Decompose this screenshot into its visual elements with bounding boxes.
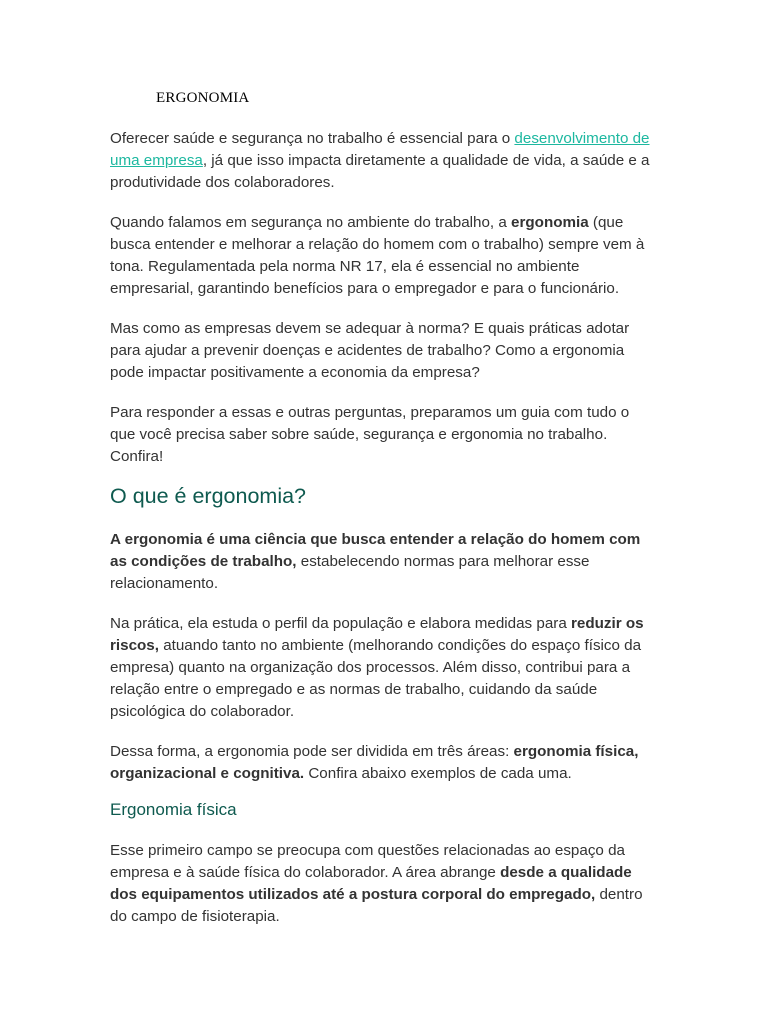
section-heading-what-is-ergonomics: O que é ergonomia? xyxy=(110,484,307,508)
questions-paragraph: Mas como as empresas devem se adequar à norma? E quais práticas adotar para ajudar a prevenir doenças e acidentes de trabalho? Como a ergonomia pode impactar positivamente a economia da empresa? xyxy=(110,320,630,381)
practice-text-before: Na prática, ela estuda o perfil da população e elabora medidas para xyxy=(110,615,571,632)
areas-paragraph xyxy=(110,741,658,785)
company-development-link[interactable]: desenvolvimento de uma empresa xyxy=(110,130,650,169)
areas-text-bold: ergonomia física, organizacional e cognitiva. xyxy=(110,743,639,782)
definition-text-after: estabelecendo normas para melhorar esse relacionamento. xyxy=(110,553,590,592)
intro-text-before: Oferecer saúde e segurança no trabalho é essencial para o xyxy=(110,130,515,147)
physical-paragraph xyxy=(110,840,658,928)
practice-text-bold: reduzir os riscos, xyxy=(110,615,644,654)
safety-text-after: (que busca entender e melhorar a relação do homem com o trabalho) sempre vem à tona. Regulamentada pela norma NR 17, ela é essencial no ambiente empresarial, garantindo benefícios para o empregador e para o funcionário. xyxy=(110,214,645,297)
areas-text-before: Dessa forma, a ergonomia pode ser dividida em três áreas: xyxy=(110,743,514,760)
guide-paragraph: Para responder a essas e outras perguntas, preparamos um guia com tudo o que você precisa saber sobre saúde, segurança e ergonomia no trabalho. Confira! xyxy=(110,404,630,465)
practice-text-after: atuando tanto no ambiente (melhorando condições do espaço físico da empresa) quanto na organização dos processos. Além disso, contribui para a relação entre o empregado e as normas de trabalho, cuidando da saúde psicológica do colaborador. xyxy=(110,637,642,720)
definition-text-bold: A ergonomia é uma ciência que busca entender a relação do homem com as condições de trabalho, xyxy=(110,531,641,570)
definition-paragraph xyxy=(110,529,658,595)
practice-paragraph xyxy=(110,613,658,723)
safety-text-before: Quando falamos em segurança no ambiente do trabalho, a xyxy=(110,214,512,231)
document-title: ERGONOMIA xyxy=(156,90,250,106)
areas-text-after: Confira abaixo exemplos de cada uma. xyxy=(304,765,572,782)
physical-text-before: Esse primeiro campo se preocupa com questões relacionadas ao espaço da empresa e à saúde física do colaborador. A área abrange xyxy=(110,842,625,881)
subsection-heading-physical-ergonomics: Ergonomia física xyxy=(110,800,237,819)
safety-paragraph xyxy=(110,212,658,300)
intro-text-after: , já que isso impacta diretamente a qualidade de vida, a saúde e a produtividade dos colaboradores. xyxy=(110,152,650,191)
physical-text-bold: desde a qualidade dos equipamentos utilizados até a postura corporal do empregado, xyxy=(110,864,632,903)
safety-text-bold: ergonomia xyxy=(511,214,589,231)
physical-text-after: dentro do campo de fisioterapia. xyxy=(110,886,643,925)
intro-paragraph xyxy=(110,128,658,194)
